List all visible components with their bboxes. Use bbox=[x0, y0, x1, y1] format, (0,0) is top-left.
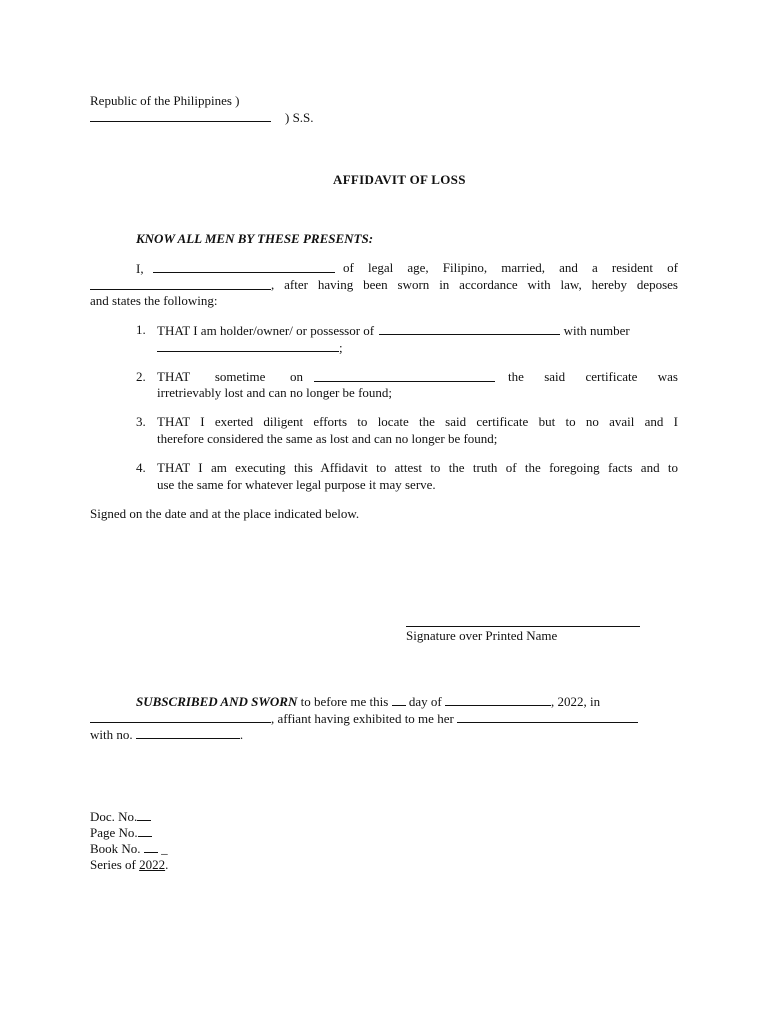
jurat-month-blank[interactable] bbox=[445, 693, 551, 706]
series-year: 2022 bbox=[139, 857, 166, 872]
document-type-blank[interactable] bbox=[379, 322, 560, 335]
signature-label: Signature over Printed Name bbox=[406, 628, 558, 643]
item-4-number: 4. bbox=[136, 460, 146, 475]
jurat-line2 bbox=[90, 710, 638, 727]
item-2-word-certificate: certificate bbox=[585, 369, 638, 384]
item-4-line2: use the same for whatever legal purpose it may serve. bbox=[157, 477, 436, 492]
intro-line2-tail: , after having been sworn in accordance with law, hereby deposes bbox=[271, 277, 678, 292]
book-no-blank[interactable] bbox=[144, 840, 158, 853]
item-2-word-on: on bbox=[289, 369, 303, 384]
item-2-word-the: the bbox=[508, 369, 524, 384]
venue-blank[interactable] bbox=[90, 109, 271, 122]
jurat-text-6: . bbox=[239, 727, 244, 742]
loss-date-blank[interactable] bbox=[314, 369, 495, 382]
item-4-line1: THAT I am executing this Affidavit to attest to the truth of the foregoing facts and to bbox=[157, 460, 678, 475]
series-label: Series of bbox=[90, 857, 136, 872]
item-2-word-said: said bbox=[544, 369, 566, 384]
item-2-line1a bbox=[157, 369, 303, 385]
document-number-blank[interactable] bbox=[157, 339, 339, 352]
item-2-number: 2. bbox=[136, 369, 146, 384]
affiant-name-blank[interactable] bbox=[153, 260, 335, 273]
subscribed-sworn-lead: SUBSCRIBED AND SWORN bbox=[136, 694, 298, 709]
jurat-place-blank[interactable] bbox=[90, 710, 271, 723]
intro-line3: and states the following: bbox=[90, 293, 218, 308]
item-1-semicolon: ; bbox=[339, 340, 343, 355]
jurat-text-3: , 2022, in bbox=[550, 694, 601, 709]
jurat-day-blank[interactable] bbox=[392, 693, 406, 706]
book-no-line bbox=[90, 840, 168, 857]
affiant-i bbox=[136, 260, 335, 277]
know-all-men-heading: KNOW ALL MEN BY THESE PRESENTS: bbox=[136, 231, 374, 246]
venue-line bbox=[90, 109, 314, 126]
series-period: . bbox=[165, 857, 169, 872]
intro-line1-tail: of legal age, Filipino, married, and a resident of bbox=[343, 260, 678, 275]
signed-statement: Signed on the date and at the place indicated below. bbox=[90, 506, 360, 521]
ss-label: ) S.S. bbox=[285, 110, 314, 125]
item-3-line1: THAT I exerted diligent efforts to locate the said certificate but to no avail and I bbox=[157, 414, 678, 429]
item-1-line1 bbox=[157, 322, 630, 339]
item-2-word-sometime: sometime bbox=[214, 369, 266, 384]
jurat-text-1: to before me this bbox=[300, 694, 389, 709]
page-no-label: Page No. bbox=[90, 825, 138, 840]
item-1-with-number: with number bbox=[563, 323, 630, 338]
jurat-text-4: , affiant having exhibited to me her bbox=[271, 711, 454, 726]
item-2-line2: irretrievably lost and can no longer be found; bbox=[157, 385, 393, 400]
item-1-line2 bbox=[157, 339, 343, 356]
jurat-line3 bbox=[90, 726, 243, 743]
item-2-date-wrap bbox=[314, 369, 495, 386]
doc-no-label: Doc. No. bbox=[90, 809, 138, 824]
page-no-blank[interactable] bbox=[138, 824, 152, 837]
book-no-tail: _ bbox=[161, 841, 168, 856]
intro-line2 bbox=[90, 277, 271, 294]
jurat-line1 bbox=[136, 693, 600, 710]
item-3-line2: therefore considered the same as lost and can no longer be found; bbox=[157, 431, 498, 446]
item-2-word-that: THAT bbox=[157, 369, 191, 384]
jurat-id-number-blank[interactable] bbox=[136, 726, 240, 739]
document-title: AFFIDAVIT OF LOSS bbox=[333, 172, 466, 187]
residence-blank[interactable] bbox=[90, 277, 271, 290]
jurat-id-blank[interactable] bbox=[457, 710, 638, 723]
item-2-word-was: was bbox=[657, 369, 678, 384]
page-no-line bbox=[90, 824, 152, 841]
doc-no-line bbox=[90, 808, 151, 825]
item-3-number: 3. bbox=[136, 414, 146, 429]
signature-line[interactable] bbox=[406, 614, 640, 627]
series-line bbox=[90, 857, 168, 873]
item-2-line1b bbox=[508, 369, 678, 385]
item-1-text: THAT I am holder/owner/ or possessor of bbox=[157, 323, 375, 338]
book-no-label: Book No. bbox=[90, 841, 141, 856]
doc-no-blank[interactable] bbox=[137, 808, 151, 821]
republic-line: Republic of the Philippines ) bbox=[90, 93, 240, 108]
jurat-text-2: day of bbox=[408, 694, 442, 709]
jurat-text-5: with no. bbox=[90, 727, 133, 742]
item-1-number: 1. bbox=[136, 322, 146, 337]
intro-i: I, bbox=[136, 261, 144, 276]
